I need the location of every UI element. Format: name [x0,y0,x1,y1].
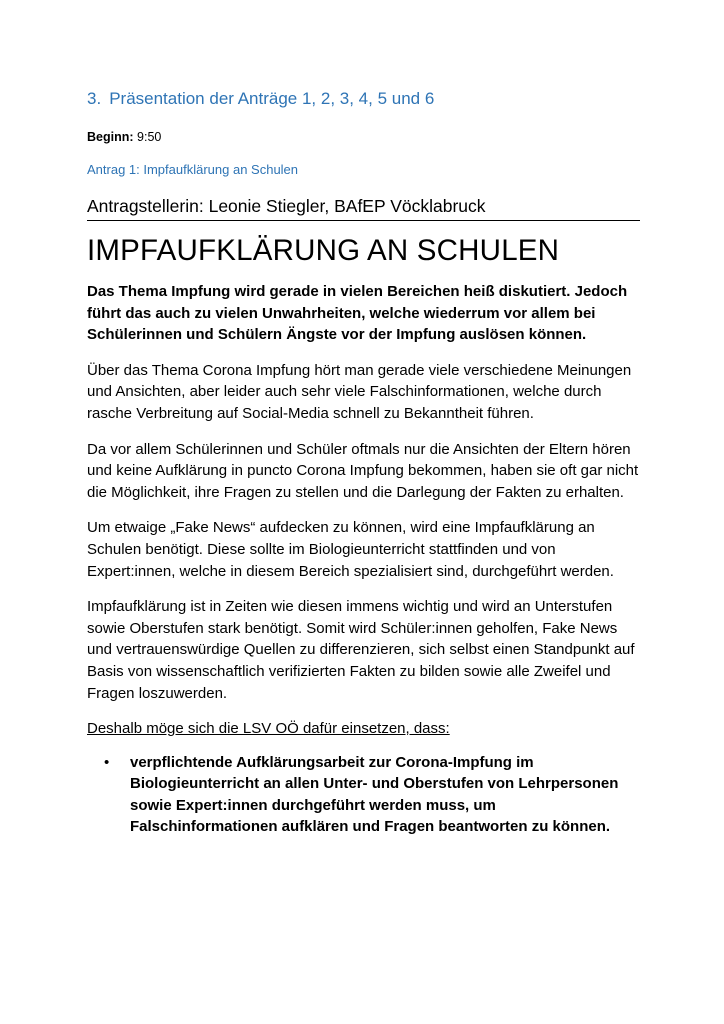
body-paragraph: Impfaufklärung ist in Zeiten wie diesen immens wichtig und wird an Unterstufen sowie Oberstufen stark benötigt. Somit wird Schüler:innen geholfen, Fake News und vertrauenswürdige Quellen zu differenzieren, sich selbst einen Standpunkt auf Basis von wissenschaftlich verifizierten Fakten zu bilden sowie alle Zweifel und Fragen loszuwerden. [87,598,635,702]
body-paragraph: Da vor allem Schülerinnen und Schüler oftmals nur die Ansichten der Eltern hören und keine Aufklärung in puncto Corona Impfung bekommen, haben sie oft gar nicht die Möglichkeit, ihre Fragen zu stellen und die Darlegung der Fakten zu erhalten. [87,440,639,501]
section-number: 3. [87,89,102,108]
begin-time [87,127,640,147]
applicant-line: Antragstellerin: Leonie Stiegler, BAfEP Vöcklabruck [87,193,640,221]
document-page [87,86,640,838]
demand-intro: Deshalb möge sich die LSV OÖ dafür einsetzen, dass: [87,720,450,738]
section-title: Präsentation der Anträge 1, 2, 3, 4, 5 und 6 [109,89,435,108]
demand-text: verpflichtende Aufklärungsarbeit zur Corona-Impfung im Biologieunterricht an allen Unter- und Oberstufen von Lehrpersonen sowie Expert:innen durchgeführt werden muss, um Falschinformationen aufklären und Fragen beantworten zu können. [130,753,619,836]
motion-title: IMPFAUFKLÄRUNG AN SCHULEN [87,234,560,267]
body-paragraph: Um etwaige „Fake News“ aufdecken zu können, wird eine Impfaufklärung an Schulen benötigt. Diese sollte im Biologieunterricht stattfinden und von Expert:innen, welche in diesem Bereich spezialisiert sind, durchgeführt werden. [87,519,614,580]
begin-value: 9:50 [137,130,162,144]
demand-item [87,752,640,838]
body-paragraph: Über das Thema Corona Impfung hört man gerade viele verschiedene Meinungen und Ansichten, aber leider auch sehr viele Falschinformationen, welche durch rasche Verbreitung auf Social-Media schnell zu Bekanntheit führen. [87,361,632,422]
intro-paragraph: Das Thema Impfung wird gerade in vielen Bereichen heiß diskutiert. Jedoch führt das auch zu vielen Unwahrheiten, welche wiederrum vor allem bei Schülerinnen und Schülern Ängste vor der Impfung auslösen können. [87,283,628,344]
demand-list [87,752,640,838]
bullet-icon: • [104,753,110,771]
motion-label: Antrag 1: Impfaufklärung an Schulen [87,162,299,177]
section-heading [87,86,640,112]
begin-label: Beginn: [87,130,134,144]
